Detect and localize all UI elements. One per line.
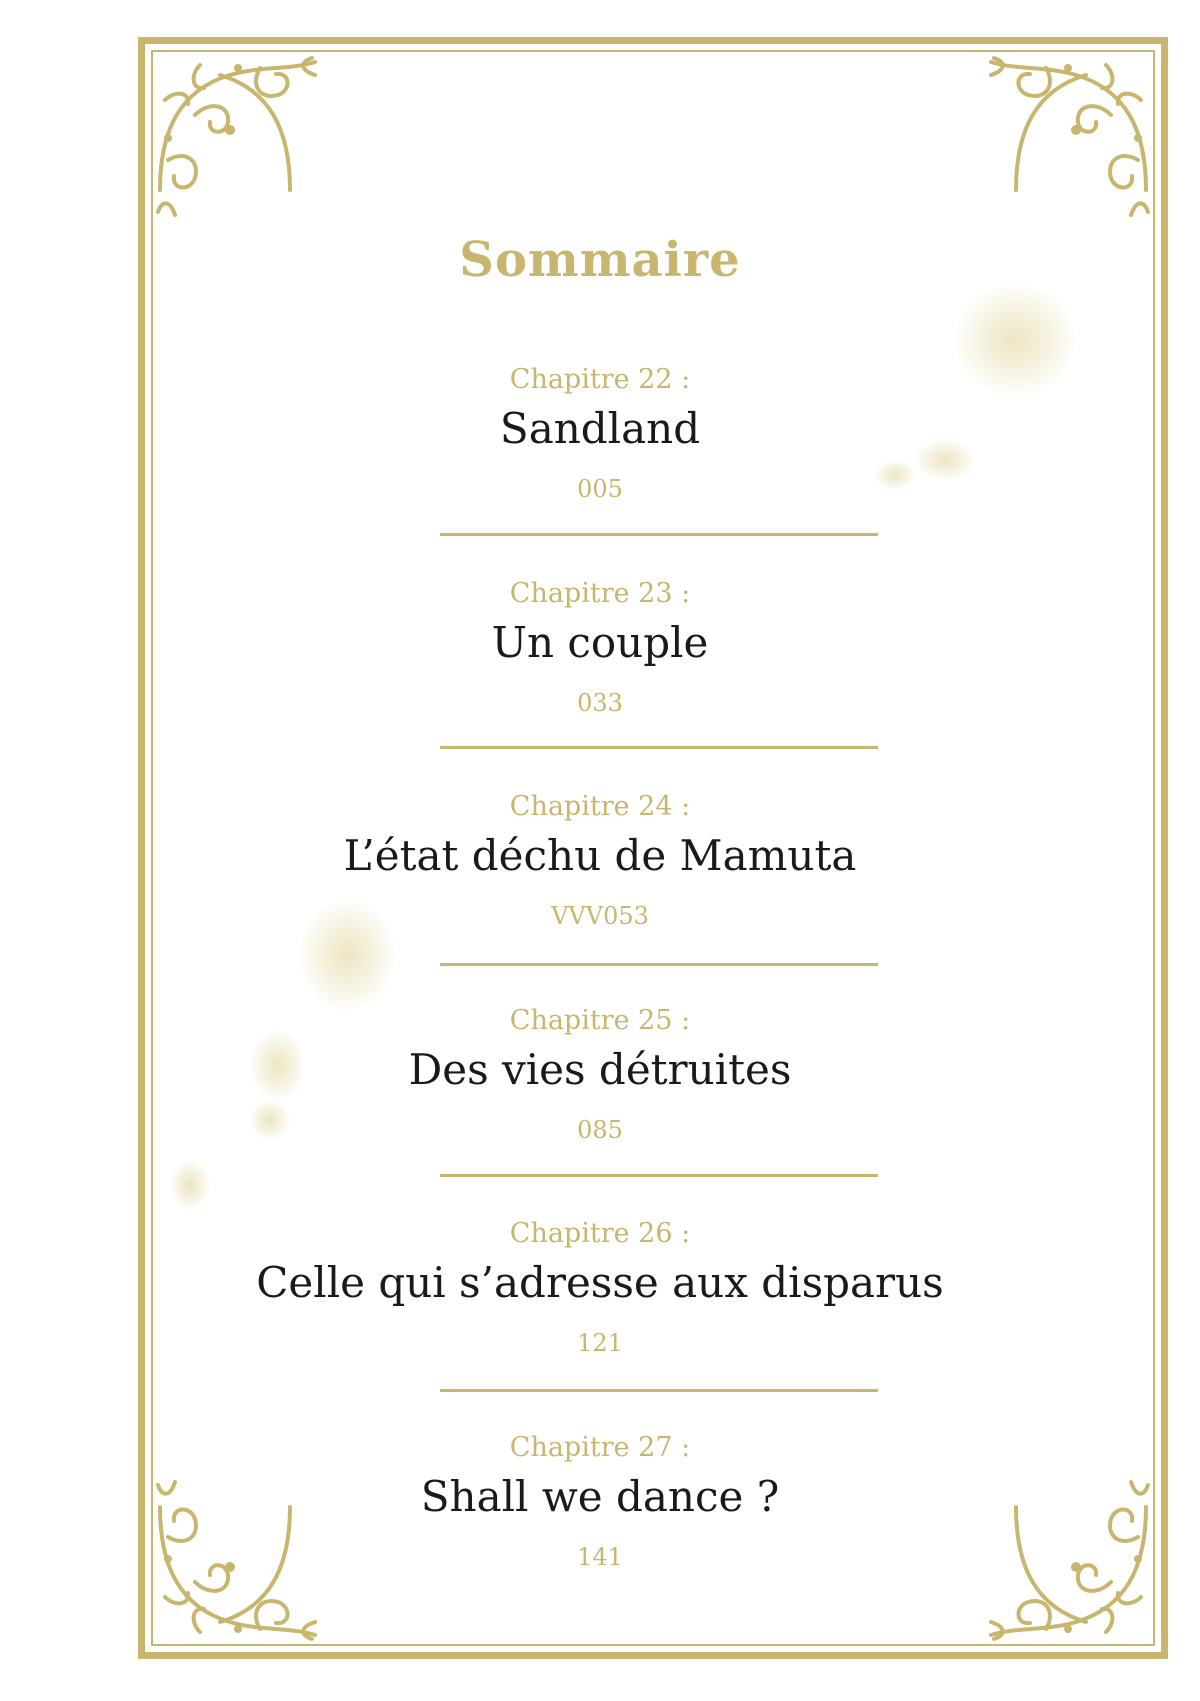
chapter-title: L’état déchu de Mamuta [343,831,857,880]
chapter-label: Chapitre 27 : [509,1432,691,1463]
toc-entry-chapter-22[interactable] [0,362,1200,506]
toc-entry-chapter-25[interactable] [0,1003,1200,1147]
toc-entry-chapter-23[interactable] [0,576,1200,720]
section-divider [440,1389,878,1392]
chapter-label: Chapitre 22 : [509,364,691,395]
corner-flourish-icon [976,40,1166,230]
chapter-label: Chapitre 23 : [509,578,691,609]
section-divider [440,1174,878,1177]
chapter-label: Chapitre 24 : [509,791,691,822]
chapter-page-number: 121 [577,1329,623,1357]
chapter-page-number: 141 [577,1543,623,1571]
chapter-title: Sandland [499,404,701,453]
section-divider [440,533,878,536]
toc-entry-chapter-24[interactable] [0,789,1200,933]
corner-flourish-icon [140,40,330,230]
chapter-page-number: VVV053 [551,902,649,930]
toc-entry-chapter-27[interactable] [0,1430,1200,1574]
chapter-title: Un couple [491,618,709,667]
toc-entry-chapter-26[interactable] [0,1216,1200,1360]
chapter-page-number: 085 [577,1116,623,1144]
chapter-title: Shall we dance ? [420,1472,780,1521]
chapter-page-number: 033 [577,689,623,717]
chapter-label: Chapitre 25 : [509,1005,691,1036]
section-divider [440,963,878,966]
chapter-title: Celle qui s’adresse aux disparus [256,1258,944,1307]
chapter-label: Chapitre 26 : [509,1218,691,1249]
chapter-title: Des vies détruites [408,1045,792,1094]
section-divider [440,746,878,749]
chapter-page-number: 005 [577,475,623,503]
page-title: Sommaire [459,232,741,288]
